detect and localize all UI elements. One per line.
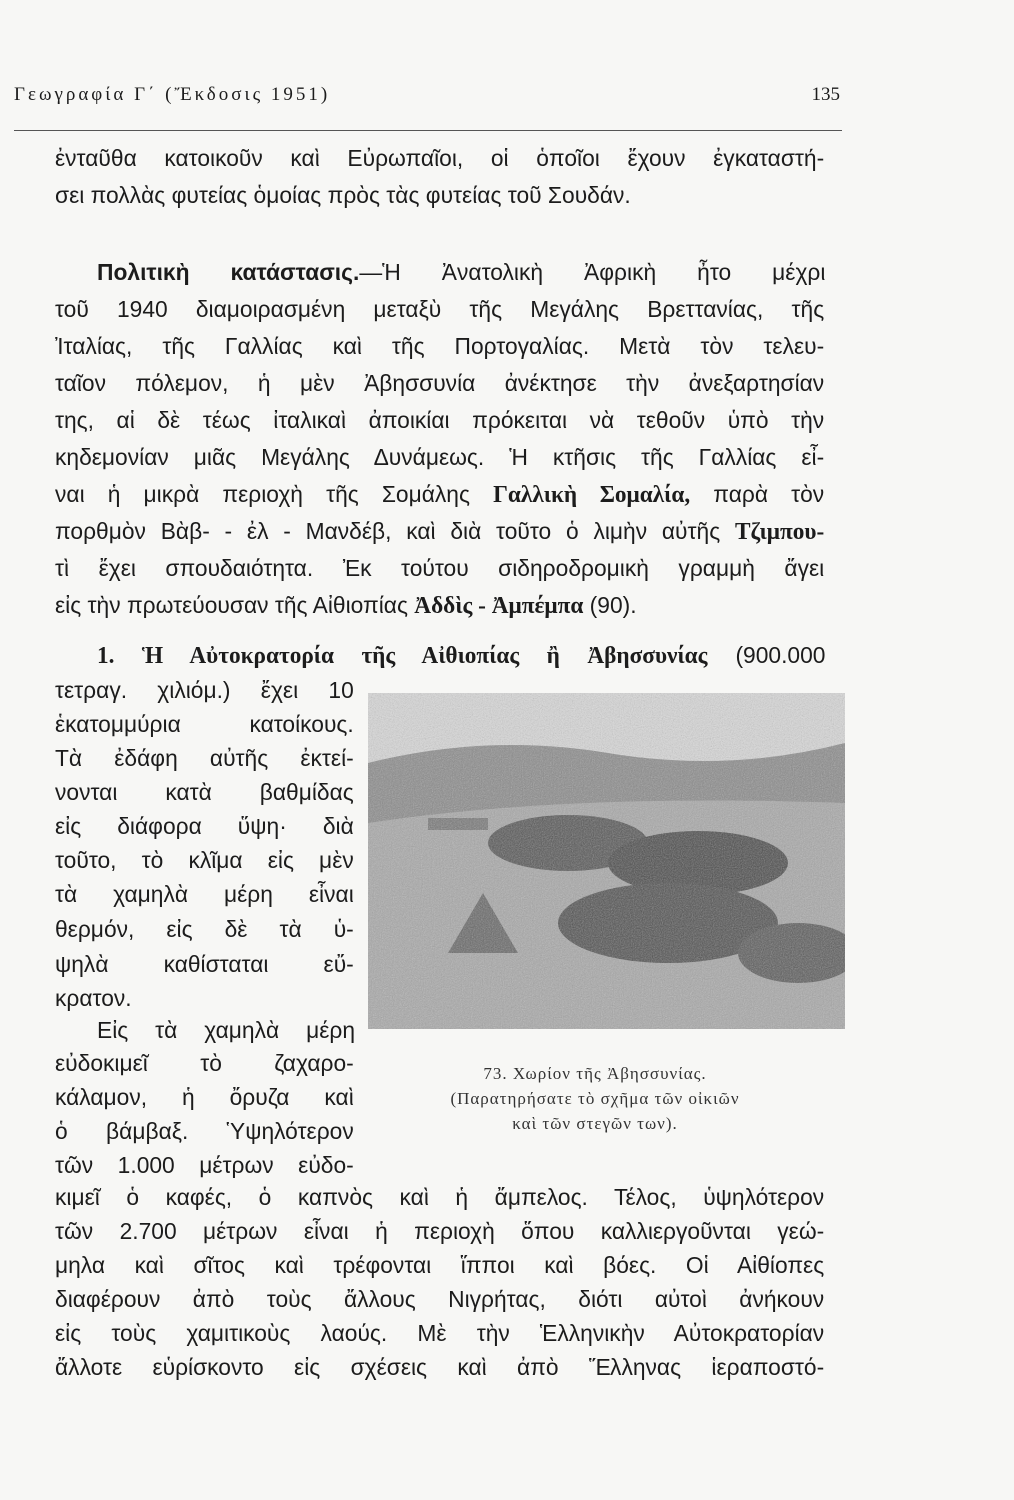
text-run: σει πολλὰς φυτείας ὁμοίας πρὸς τὰς φυτείας τοῦ Σουδάν. — [55, 182, 631, 208]
text-run: ὁ βάμβαξ. Ὑψηλότερον — [55, 1118, 354, 1144]
text-run: τὰ χαμηλὰ μέρη εἶναι — [55, 881, 354, 907]
text-line — [55, 1250, 824, 1280]
text-run: ἑκατομμύρια κατοίκους. — [55, 711, 354, 737]
text-line — [55, 442, 824, 472]
header-rule — [14, 130, 842, 131]
figure-caption-note: (Παρατηρήσατε τὸ σχῆμα τῶν οἰκιῶν — [450, 1089, 740, 1108]
text-line — [55, 983, 354, 1013]
text-run: Τὰ ἐδάφη αὐτῆς ἐκτεί- — [55, 745, 354, 771]
text-line — [55, 1150, 354, 1180]
text-line — [55, 949, 354, 979]
text-run: παρὰ τὸν — [690, 481, 825, 507]
text-run: κηδεμονίαν μιᾶς Μεγάλης Δυνάμεως. Ἡ κτῆσις τῆς Γαλλίας εἶ- — [55, 444, 825, 470]
text-run: τετραγ. χιλιόμ.) ἔχει 10 — [55, 677, 354, 703]
text-line — [55, 143, 824, 173]
text-line — [55, 479, 824, 510]
text-run: θερμόν, εἰς δὲ τὰ ὑ- — [55, 916, 354, 942]
text-line — [55, 675, 354, 705]
running-header — [14, 84, 840, 106]
text-line — [55, 294, 824, 324]
text-run: πορθμὸν Βὰβ- - ἐλ - Μανδέβ, καὶ διὰ τοῦτο ὁ λιμὴν αὐτῆς — [55, 518, 735, 544]
text-line — [97, 640, 825, 671]
text-run: Ἰταλίας, τῆς Γαλλίας καὶ τῆς Πορτογαλίας. Μετὰ τὸν τελευ- — [55, 333, 825, 359]
text-run: νονται κατὰ βαθμίδας — [55, 779, 354, 805]
text-run: τῶν 1.000 μέτρων εὐδο- — [55, 1152, 354, 1178]
text-run: ἐνταῦθα κατοικοῦν καὶ Εὐρωπαῖοι, οἱ ὁποῖοι ἔχουν ἐγκαταστή- — [55, 145, 825, 171]
text-line — [55, 590, 824, 621]
text-run: —Ἡ Ἀνατολικὴ Ἀφρικὴ ἦτο μέχρι — [359, 259, 826, 285]
text-line — [55, 405, 824, 435]
text-line — [97, 257, 825, 287]
text-line — [55, 811, 354, 841]
text-line — [55, 743, 354, 773]
page-number: 135 — [811, 84, 840, 105]
text-run: τὶ ἔχει σπουδαιότητα. Ἐκ τούτου σιδηροδρομικὴ γραμμὴ ἄγει — [55, 555, 825, 581]
text-line — [55, 516, 824, 547]
text-line — [55, 368, 824, 398]
village-photo — [368, 693, 845, 1029]
text-line — [55, 1216, 824, 1246]
text-run: (900.000 — [707, 642, 826, 668]
text-line — [55, 1318, 824, 1348]
text-run: ψηλὰ καθίσταται εὔ- — [55, 951, 354, 977]
bold-term: Πολιτικὴ κατάστασις. — [97, 259, 360, 285]
text-run: της, αἱ δὲ τέως ἰταλικαὶ ἀποικίαι πρόκειται νὰ τεθοῦν ὑπὸ τὴν — [55, 407, 825, 433]
bold-term: Γαλλικὴ Σομαλία, — [493, 482, 691, 508]
text-run: κάλαμον, ἡ ὄρυζα καὶ — [55, 1084, 354, 1110]
text-run: τῶν 2.700 μέτρων εἶναι ἡ περιοχὴ ὅπου καλλιεργοῦνται γεώ- — [55, 1218, 825, 1244]
figure-caption-title: 73. Χωρίον τῆς Ἀβησσυνίας. — [483, 1064, 707, 1083]
text-run: κρατον. — [55, 985, 132, 1011]
text-line — [55, 1182, 824, 1212]
text-line — [55, 914, 354, 944]
text-run: ναι ἡ μικρὰ περιοχὴ τῆς Σομάλης — [55, 481, 494, 507]
text-run: τοῦτο, τὸ κλῖμα εἰς μὲν — [55, 847, 354, 873]
text-run: κιμεῖ ὁ καφές, ὁ καπνὸς καὶ ἡ ἄμπελος. Τέλος, ὑψηλότερον — [55, 1184, 825, 1210]
text-run: (90). — [583, 592, 637, 618]
text-run: εἰς τὴν πρωτεύουσαν τῆς Αἰθιοπίας — [55, 592, 415, 618]
text-line — [55, 879, 354, 909]
text-run: ἄλλοτε εὑρίσκοντο εἰς σχέσεις καὶ ἀπὸ Ἕλληνας ἱεραποστό- — [55, 1354, 825, 1380]
text-line — [55, 845, 354, 875]
text-line — [55, 777, 354, 807]
header-title: Γεωγραφία Γ΄ (Ἔκδοσις 1951) — [14, 84, 331, 105]
text-line — [55, 1048, 354, 1078]
text-run: Εἰς τὰ χαμηλὰ μέρη — [97, 1017, 356, 1043]
text-line — [55, 1352, 824, 1382]
text-line — [55, 553, 824, 583]
bold-term: 1. Ἡ Αὐτοκρατορία τῆς Αἰθιοπίας ἢ Ἀβησσυνίας — [97, 643, 708, 669]
text-line — [55, 1082, 354, 1112]
text-run: εἰς τοὺς χαμιτικοὺς λαούς. Μὲ τὴν Ἑλληνικὴν Αὐτοκρατορίαν — [55, 1320, 825, 1346]
text-run: μηλα καὶ σῖτος καὶ τρέφονται ἵπποι καὶ βόες. Οἱ Αἰθίοπες — [55, 1252, 825, 1278]
text-run: εὐδοκιμεῖ τὸ ζαχαρο- — [55, 1050, 354, 1076]
text-run: εἰς διάφορα ὕψη· διὰ — [55, 813, 354, 839]
bold-term: Τζιμπου- — [734, 519, 825, 545]
text-run: ταῖον πόλεμον, ἡ μὲν Ἀβησσυνία ἀνέκτησε τὴν ἀνεξαρτησίαν — [55, 370, 825, 396]
text-line — [55, 1116, 354, 1146]
text-line — [55, 331, 824, 361]
text-line — [55, 1284, 824, 1314]
text-run: τοῦ 1940 διαμοιρασμένη μεταξὺ τῆς Μεγάλης Βρεττανίας, τῆς — [55, 296, 825, 322]
figure-caption-note-end: καὶ τῶν στεγῶν των). — [512, 1114, 678, 1133]
text-line — [55, 180, 824, 210]
text-run: διαφέρουν ἀπὸ τοὺς ἄλλους Νιγρήτας, διότι αὐτοὶ ἀνήκουν — [55, 1286, 825, 1312]
text-line — [97, 1015, 355, 1045]
text-line — [55, 709, 354, 739]
bold-term: Ἀδδὶς - Ἀμπέμπα — [414, 593, 584, 619]
